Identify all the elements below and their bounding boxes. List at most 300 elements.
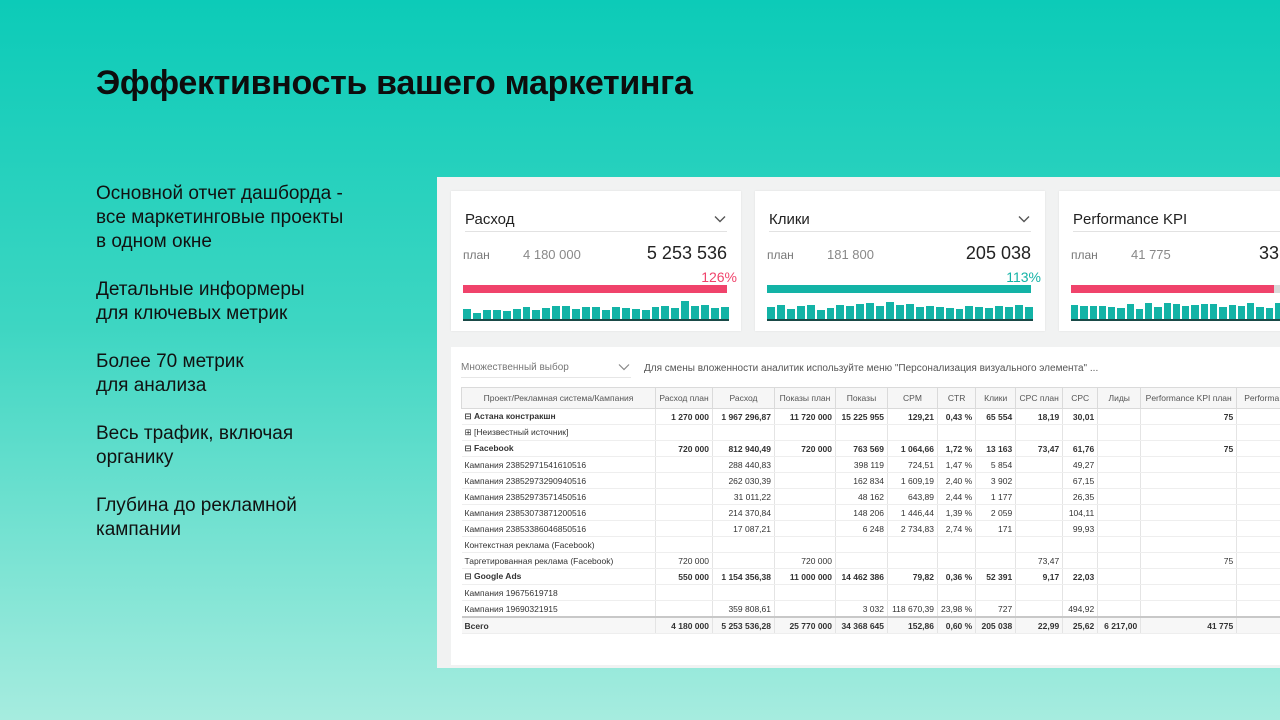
column-header[interactable]: Проект/Рекламная система/Кампания	[462, 388, 656, 409]
table-cell: 262 030,39	[713, 473, 775, 489]
row-label[interactable]: ⊞ [Неизвестный источник]	[462, 425, 656, 441]
table-cell	[1098, 505, 1141, 521]
table-cell: 17 087,21	[713, 521, 775, 537]
table-row	[462, 441, 1280, 457]
table-cell: 22,03	[1063, 569, 1098, 585]
table-cell: 11 000 000	[775, 569, 836, 585]
table-cell: 75	[1141, 553, 1237, 569]
sparkline-bar	[1145, 303, 1152, 319]
table-cell	[1098, 521, 1141, 537]
table-cell	[1098, 409, 1141, 425]
fact-value: 5 253 536	[646, 243, 727, 263]
table-cell	[1237, 505, 1280, 521]
table-cell: 720 000	[775, 441, 836, 457]
row-label[interactable]: ⊟ Google Ads	[462, 569, 656, 585]
chevron-down-icon	[617, 360, 631, 374]
sparkline-bar	[612, 307, 620, 319]
multi-select-placeholder: Множественный выбор	[461, 361, 569, 373]
table-cell	[1141, 585, 1237, 601]
table-cell	[1237, 553, 1280, 569]
multi-select-dropdown[interactable]	[461, 357, 631, 378]
table-cell	[775, 425, 836, 441]
table-cell	[1016, 489, 1063, 505]
sparkline-bar	[1275, 303, 1280, 319]
table-cell	[1098, 537, 1141, 553]
table-cell: 1,39 %	[938, 505, 976, 521]
table-cell: 1,72 %	[938, 441, 976, 457]
row-label[interactable]: Кампания 23852973571450516	[462, 489, 656, 505]
table-cell	[1141, 521, 1237, 537]
table-cell	[713, 553, 775, 569]
table-row	[462, 473, 1280, 489]
table-cell	[1237, 489, 1280, 505]
row-label[interactable]: Кампания 23852971541610516	[462, 457, 656, 473]
table-cell	[1237, 473, 1280, 489]
sparkline-bar	[513, 309, 521, 319]
sparkline-bar	[777, 305, 785, 319]
plan-label: план	[463, 248, 490, 262]
chevron-down-icon	[713, 212, 727, 226]
metric-select-label: Расход	[465, 210, 515, 228]
table-cell	[1016, 521, 1063, 537]
sparkline	[1071, 297, 1280, 321]
table-cell: 118 670,39	[888, 601, 938, 618]
table-cell: 52 391	[976, 569, 1016, 585]
table-cell	[1141, 537, 1237, 553]
table-row	[462, 489, 1280, 505]
table-cell	[713, 537, 775, 553]
table-cell	[1063, 425, 1098, 441]
table-cell	[1016, 473, 1063, 489]
feature-item: Более 70 метрик для анализа	[96, 351, 244, 396]
table-cell	[1016, 505, 1063, 521]
sparkline-bar	[1191, 305, 1198, 319]
sparkline-bar	[926, 306, 934, 319]
row-label[interactable]: Кампания 23853386046850516	[462, 521, 656, 537]
table-row	[462, 505, 1280, 521]
table-cell	[938, 537, 976, 553]
table-cell: 3 902	[976, 473, 1016, 489]
table-cell: 13 163	[976, 441, 1016, 457]
table-cell: 763 569	[836, 441, 888, 457]
sparkline-bar	[866, 303, 874, 319]
table-cell: 34 368 645	[836, 617, 888, 634]
sparkline-bar	[701, 305, 709, 319]
column-header[interactable]: CPC план	[1016, 388, 1063, 409]
sparkline-bar	[592, 307, 600, 319]
table-cell: 720 000	[656, 441, 713, 457]
table-cell: 14 462 386	[836, 569, 888, 585]
table-cell: 148 206	[836, 505, 888, 521]
table-cell	[656, 537, 713, 553]
table-cell: 1 064,66	[888, 441, 938, 457]
progress-bar	[767, 285, 1031, 293]
table-cell	[976, 553, 1016, 569]
table-cell	[836, 425, 888, 441]
table-cell	[775, 473, 836, 489]
sparkline-bar	[632, 309, 640, 319]
table-cell	[888, 585, 938, 601]
sparkline-bar	[602, 310, 610, 319]
row-label[interactable]: Таргетированная реклама (Facebook)	[462, 553, 656, 569]
sparkline-bar	[1071, 305, 1078, 319]
table-cell	[1141, 569, 1237, 585]
table-cell: 171	[976, 521, 1016, 537]
table-cell	[888, 553, 938, 569]
table-cell	[1016, 601, 1063, 618]
table-cell	[938, 585, 976, 601]
table-row	[462, 585, 1280, 601]
table-cell	[1141, 601, 1237, 618]
table-cell: 41 775	[1141, 617, 1237, 634]
sparkline-bar	[493, 310, 501, 319]
row-label[interactable]: Кампания 19690321915	[462, 601, 656, 618]
sparkline-bar	[946, 308, 954, 319]
table-cell	[656, 585, 713, 601]
sparkline-bar	[1154, 307, 1161, 319]
table-cell: 67,15	[1063, 473, 1098, 489]
table-cell: 1 967 296,87	[713, 409, 775, 425]
table-cell: 25,62	[1063, 617, 1098, 634]
column-header[interactable]: Performa	[1237, 388, 1280, 409]
table-row	[462, 425, 1280, 441]
metric-select[interactable]	[465, 207, 727, 232]
table-cell	[1237, 457, 1280, 473]
table-cell	[888, 425, 938, 441]
table-cell	[656, 473, 713, 489]
table-cell: 205 038	[976, 617, 1016, 634]
sparkline-bar	[1173, 304, 1180, 319]
sparkline-bar	[552, 306, 560, 319]
row-label[interactable]: Контекстная реклама (Facebook)	[462, 537, 656, 553]
table-cell	[1237, 441, 1280, 457]
table-row	[462, 521, 1280, 537]
table-cell: 48 162	[836, 489, 888, 505]
progress-bar-fill	[767, 285, 1031, 293]
table-cell: 288 440,83	[713, 457, 775, 473]
table-cell	[1237, 425, 1280, 441]
table-cell: 2 734,83	[888, 521, 938, 537]
table-cell: 73,47	[1016, 441, 1063, 457]
column-header[interactable]: Performance KPI план	[1141, 388, 1237, 409]
dashboard-screenshot	[437, 177, 1280, 668]
table-cell: 26,35	[1063, 489, 1098, 505]
sparkline-bar	[1005, 307, 1013, 319]
table-cell: 720 000	[775, 553, 836, 569]
table-cell	[1141, 505, 1237, 521]
sparkline-bar	[1080, 306, 1087, 319]
column-header[interactable]: CTR	[938, 388, 976, 409]
table-cell	[1098, 473, 1141, 489]
table-row	[462, 409, 1280, 425]
sparkline-bar	[916, 307, 924, 319]
sparkline-bar	[532, 310, 540, 319]
sparkline-bar	[671, 308, 679, 319]
table-cell: 494,92	[1063, 601, 1098, 618]
table-cell	[1098, 425, 1141, 441]
fact-value: 205 038	[965, 243, 1031, 263]
table-cell	[1063, 553, 1098, 569]
sparkline-bar	[463, 309, 471, 319]
table-cell: 2 059	[976, 505, 1016, 521]
table-cell	[836, 585, 888, 601]
table-cell	[1237, 409, 1280, 425]
percent-label: 126%	[701, 269, 737, 285]
progress-bar	[463, 285, 727, 293]
sparkline-bar	[995, 306, 1003, 319]
sparkline-bar	[721, 307, 729, 319]
sparkline-bar	[975, 307, 983, 319]
column-header[interactable]: CPC	[1063, 388, 1098, 409]
table-cell: 1 270 000	[656, 409, 713, 425]
sparkline-bar	[1108, 307, 1115, 319]
table-body	[462, 409, 1280, 634]
sparkline-bar	[1090, 306, 1097, 319]
table-cell	[775, 505, 836, 521]
table-cell	[1098, 601, 1141, 618]
column-header[interactable]: Показы	[836, 388, 888, 409]
column-header[interactable]: Расход	[713, 388, 775, 409]
sparkline-bar	[1210, 304, 1217, 319]
sparkline-bar	[807, 305, 815, 319]
sparkline-bar	[846, 306, 854, 319]
sparkline-bar	[965, 306, 973, 319]
table-row	[462, 457, 1280, 473]
table-cell	[656, 489, 713, 505]
table-cell	[836, 553, 888, 569]
sparkline-bar	[1201, 304, 1208, 319]
table-cell	[775, 521, 836, 537]
table-cell: 9,17	[1016, 569, 1063, 585]
table-cell	[1237, 585, 1280, 601]
sparkline-bar	[691, 306, 699, 319]
row-label[interactable]: Всего	[462, 617, 656, 634]
sparkline-bar	[1219, 307, 1226, 319]
sparkline-bar	[1025, 307, 1033, 319]
plan-value: 4 180 000	[523, 247, 581, 262]
percent-label: 113%	[1006, 269, 1041, 285]
metric-select[interactable]	[769, 207, 1031, 232]
row-label[interactable]: Кампания 23853073871200516	[462, 505, 656, 521]
table-cell	[775, 601, 836, 618]
table-cell: 129,21	[888, 409, 938, 425]
table-cell	[1098, 569, 1141, 585]
plan-value: 41 775	[1131, 247, 1171, 262]
table-cell: 5 253 536,28	[713, 617, 775, 634]
table-cell	[656, 425, 713, 441]
sparkline-bar	[827, 308, 835, 319]
table-cell	[656, 457, 713, 473]
table-cell	[1063, 585, 1098, 601]
table-cell	[1016, 537, 1063, 553]
table-cell: 73,47	[1016, 553, 1063, 569]
chevron-down-icon	[1017, 212, 1031, 226]
column-header[interactable]: Лиды	[1098, 388, 1141, 409]
column-header[interactable]: Показы план	[775, 388, 836, 409]
table-cell: 0,60 %	[938, 617, 976, 634]
table-cell: 1,47 %	[938, 457, 976, 473]
table-cell	[1098, 489, 1141, 505]
table-cell: 79,82	[888, 569, 938, 585]
row-label[interactable]: Кампания 23852973290940516	[462, 473, 656, 489]
sparkline-bar	[1164, 303, 1171, 319]
table-cell	[775, 457, 836, 473]
metric-values	[463, 243, 727, 265]
progress-bar-fill	[463, 285, 727, 293]
sparkline-bar	[956, 309, 964, 319]
table-cell: 3 032	[836, 601, 888, 618]
progress-bar-fill	[1071, 285, 1274, 293]
sparkline-bar	[787, 309, 795, 319]
column-header[interactable]: Расход план	[656, 388, 713, 409]
row-label[interactable]: ⊟ Facebook	[462, 441, 656, 457]
sparkline-bar	[1229, 305, 1236, 319]
sparkline-bar	[797, 306, 805, 319]
sparkline-bar	[886, 302, 894, 319]
table-cell	[1237, 521, 1280, 537]
table-row	[462, 617, 1280, 634]
table-cell	[713, 425, 775, 441]
table-cell	[1237, 601, 1280, 618]
table-cell	[775, 585, 836, 601]
plan-value: 181 800	[827, 247, 874, 262]
table-cell: 6 248	[836, 521, 888, 537]
table-cell	[775, 489, 836, 505]
sparkline-bar	[1256, 307, 1263, 319]
table-cell	[1098, 585, 1141, 601]
table-cell: 214 370,84	[713, 505, 775, 521]
sparkline-bar	[1127, 304, 1134, 319]
sparkline-bar	[542, 308, 550, 319]
table-cell: 0,36 %	[938, 569, 976, 585]
table-cell	[1016, 457, 1063, 473]
sparkline-bar	[661, 306, 669, 319]
feature-item: Основной отчет дашборда - все маркетинговые проекты в одном окне	[96, 183, 344, 252]
sparkline-bar	[642, 310, 650, 319]
table-cell: 2,44 %	[938, 489, 976, 505]
table-row	[462, 569, 1280, 585]
metric-card-clicks	[755, 191, 1045, 331]
sparkline-bar	[1238, 306, 1245, 319]
table-cell	[1016, 425, 1063, 441]
sparkline-bar	[572, 309, 580, 319]
table-cell	[888, 537, 938, 553]
feature-list	[96, 182, 416, 566]
fact-value: 33	[1258, 243, 1279, 263]
table-cell: 1 177	[976, 489, 1016, 505]
sparkline-bar	[936, 307, 944, 319]
column-header[interactable]: Клики	[976, 388, 1016, 409]
table-cell: 550 000	[656, 569, 713, 585]
sparkline-bar	[1266, 308, 1273, 319]
plan-label: план	[767, 248, 794, 262]
sparkline-bar	[1136, 309, 1143, 319]
table-cell: 724,51	[888, 457, 938, 473]
table-cell	[1016, 585, 1063, 601]
table-cell	[976, 537, 1016, 553]
sparkline-bar	[1247, 303, 1254, 319]
table-row	[462, 553, 1280, 569]
table-cell: 720 000	[656, 553, 713, 569]
table-cell: 727	[976, 601, 1016, 618]
table-cell	[1098, 457, 1141, 473]
table-cell	[1141, 425, 1237, 441]
sparkline-bar	[896, 305, 904, 319]
table-cell: 15 225 955	[836, 409, 888, 425]
table-cell: 104,11	[1063, 505, 1098, 521]
table-cell: 75	[1141, 409, 1237, 425]
table-cell	[1237, 569, 1280, 585]
table-cell: 49,27	[1063, 457, 1098, 473]
table-cell: 5 854	[976, 457, 1016, 473]
sparkline-bar	[473, 313, 481, 319]
table-cell	[775, 537, 836, 553]
row-label[interactable]: ⊟ Астана констракшн	[462, 409, 656, 425]
sparkline-bar	[503, 311, 511, 319]
metric-values	[1071, 243, 1280, 265]
sparkline-bar	[1182, 306, 1189, 319]
table-cell: 0,43 %	[938, 409, 976, 425]
table-cell	[1141, 489, 1237, 505]
table-cell: 812 940,49	[713, 441, 775, 457]
table-cell	[836, 537, 888, 553]
plan-label: план	[1071, 248, 1098, 262]
sparkline-bar	[711, 308, 719, 319]
sparkline-bar	[523, 307, 531, 319]
row-label[interactable]: Кампания 19675619718	[462, 585, 656, 601]
feature-item: Детальные информеры для ключевых метрик	[96, 279, 305, 324]
table-cell: 61,76	[1063, 441, 1098, 457]
table-cell: 6 217,00	[1098, 617, 1141, 634]
metric-select[interactable]	[1073, 207, 1280, 232]
table-cell	[976, 425, 1016, 441]
sparkline-bar	[681, 301, 689, 319]
sparkline-bar	[985, 308, 993, 319]
sparkline-bar	[622, 308, 630, 319]
sparkline-bar	[856, 304, 864, 319]
table-cell	[656, 505, 713, 521]
table-cell	[1098, 441, 1141, 457]
table-cell: 152,86	[888, 617, 938, 634]
sparkline-bar	[1015, 305, 1023, 319]
table-row	[462, 601, 1280, 618]
table-header-row	[462, 388, 1280, 409]
table-cell: 1 154 356,38	[713, 569, 775, 585]
sparkline-bar	[1099, 306, 1106, 319]
table-cell	[976, 585, 1016, 601]
table-cell: 1 609,19	[888, 473, 938, 489]
table-cell: 359 808,61	[713, 601, 775, 618]
sparkline-bar	[652, 307, 660, 319]
slide-title: Эффективность вашего маркетинга	[96, 64, 693, 102]
table-cell	[1237, 617, 1280, 634]
table-cell: 4 180 000	[656, 617, 713, 634]
sparkline	[463, 297, 729, 321]
sparkline	[767, 297, 1033, 321]
table-cell: 31 011,22	[713, 489, 775, 505]
metric-select-label: Performance KPI	[1073, 210, 1188, 228]
table-cell	[713, 585, 775, 601]
report-table	[461, 387, 1280, 634]
table-cell: 2,74 %	[938, 521, 976, 537]
table-cell	[1141, 457, 1237, 473]
column-header[interactable]: CPM	[888, 388, 938, 409]
table-cell: 1 446,44	[888, 505, 938, 521]
metric-select-label: Клики	[769, 210, 810, 228]
table-cell: 162 834	[836, 473, 888, 489]
nesting-hint: Для смены вложенности аналитик используйте меню "Персонализация визуального элемента" ...	[644, 363, 1099, 374]
table-cell: 65 554	[976, 409, 1016, 425]
